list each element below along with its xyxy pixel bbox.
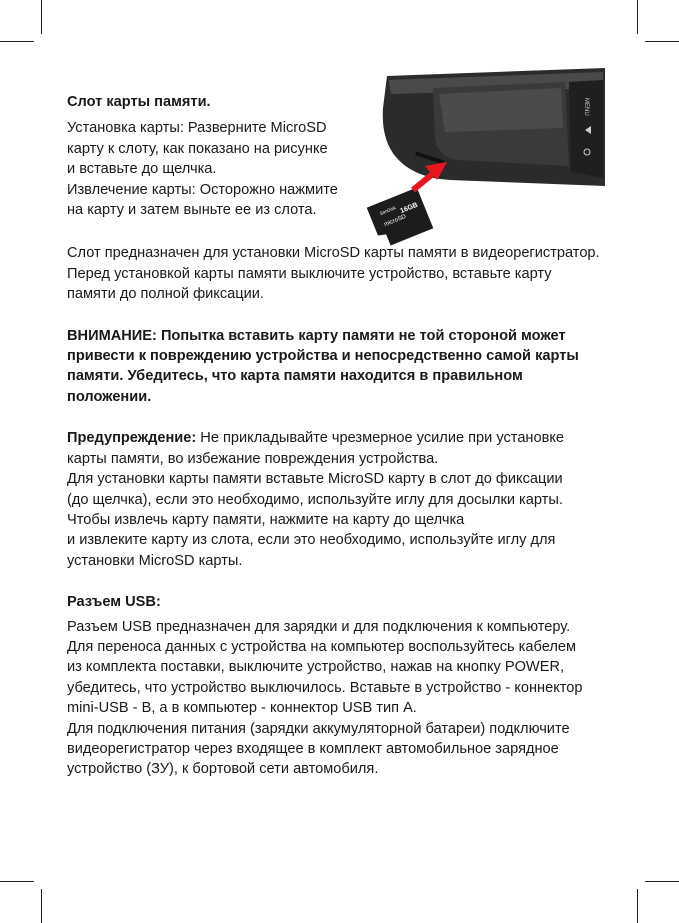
- slot-description-paragraph: [67, 243, 607, 304]
- text-line: убедитесь, что устройство выключилось. Вставьте в устройство - коннектор: [67, 679, 583, 696]
- text-line: ВНИМАНИЕ: Попытка вставить карту памяти не той стороной может: [67, 327, 566, 344]
- crop-mark: [0, 41, 34, 42]
- warning-label: Предупреждение:: [67, 430, 197, 447]
- text-line: карты памяти, во избежание повреждения устройства.: [67, 450, 439, 467]
- text-line: привести к повреждению устройства и непосредственно самой карты: [67, 348, 579, 365]
- text-line: видеорегистратор через входящее в комплект автомобильное зарядное: [67, 740, 559, 757]
- card-capacity-label: 16GB: [399, 201, 419, 216]
- crop-mark: [41, 0, 42, 34]
- warning-first-line: Не прикладывайте чрезмерное усилие при установке: [196, 430, 565, 447]
- text-line: из комплекта поставки, выключите устройство, нажав на кнопку POWER,: [67, 659, 565, 676]
- attention-paragraph: [67, 326, 607, 408]
- menu-button-label: MENU: [583, 98, 589, 116]
- text-line: mini-USB - B, а в компьютер - коннектор USB тип А.: [67, 700, 417, 717]
- text-line: положении.: [67, 388, 152, 405]
- text-line: Чтобы извлечь карту памяти, нажмите на карту до щелчка: [67, 511, 465, 528]
- text-line: и вставьте до щелчка.: [67, 161, 217, 178]
- section-title: Разъем USB:: [67, 594, 161, 611]
- crop-mark: [0, 881, 34, 882]
- crop-mark: [41, 889, 42, 923]
- text-line: памяти. Убедитесь, что карта памяти находится в правильном: [67, 368, 523, 385]
- text-line: устройство (ЗУ), к бортовой сети автомобиля.: [67, 761, 379, 778]
- text-line: Установка карты: Разверните MicroSD: [67, 120, 327, 137]
- card-type-label: microSD: [383, 213, 408, 229]
- section-title: Слот карты памяти.: [67, 94, 211, 110]
- text-line: Разъем USB предназначен для зарядки и для подключения к компьютеру.: [67, 618, 571, 635]
- microsd-slot-section: [67, 92, 357, 220]
- text-line: Для установки карты памяти вставьте MicroSD карту в слот до фиксации: [67, 471, 563, 488]
- text-line: Слот предназначен для установки MicroSD карты памяти в видеорегистратор.: [67, 245, 600, 262]
- text-line: на карту и затем выньте ее из слота.: [67, 202, 317, 219]
- card-brand-label: SanDisk: [378, 205, 397, 217]
- text-line: установки MicroSD карты.: [67, 552, 243, 569]
- text-line: (до щелчка), если это необходимо, используйте иглу для досылки карты.: [67, 491, 563, 508]
- text-line: карту к слоту, как показано на рисунке: [67, 140, 328, 157]
- document-body: [67, 92, 607, 780]
- usb-section: [67, 592, 607, 780]
- text-line: памяти до полной фиксации.: [67, 286, 264, 303]
- text-line: Перед установкой карты памяти выключите устройство, вставьте карту: [67, 265, 552, 282]
- text-line: Для переноса данных с устройства на компьютер воспользуйтесь кабелем: [67, 638, 576, 655]
- warning-paragraph: [67, 428, 607, 571]
- text-line: и извлеките карту из слота, если это необходимо, используйте иглу для: [67, 532, 556, 549]
- text-line: Извлечение карты: Осторожно нажмите: [67, 181, 338, 198]
- crop-mark: [645, 41, 679, 42]
- text-line: Для подключения питания (зарядки аккумуляторной батареи) подключите: [67, 720, 570, 737]
- crop-mark: [645, 881, 679, 882]
- text-line: [67, 428, 607, 448]
- crop-mark: [637, 889, 638, 923]
- crop-mark: [637, 0, 638, 34]
